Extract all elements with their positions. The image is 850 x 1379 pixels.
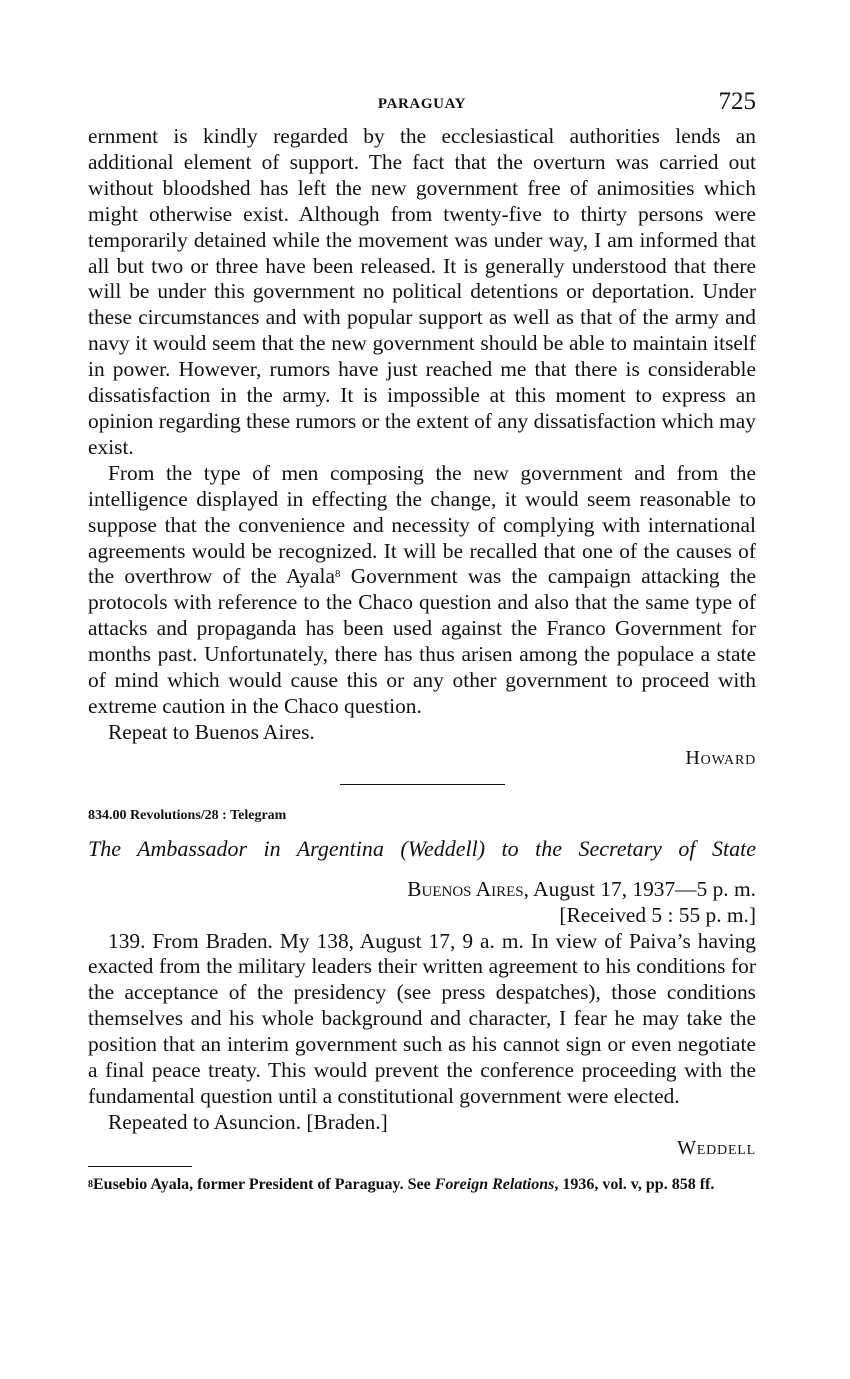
paragraph-repeat: Repeat to Buenos Aires.: [108, 719, 315, 744]
running-head: [88, 88, 756, 124]
signature-howard: Howard: [685, 746, 756, 769]
paragraph-text-after-note: Government was the campaign attacking the protocols with reference to the Chaco question and also that the same type of attacks and propaganda has been used against the Franco Government for months past. Unfortunately, there has thus arisen among the populace a state of mind which would cause this or any other government to proceed with extreme caution in the Chaco question.: [88, 564, 756, 718]
page-number: 725: [718, 88, 756, 115]
dateline-place: Buenos Aires,: [407, 876, 529, 901]
paragraph-text-before-note: From the type of men composing the new government and from the intelligence displayed in effecting the change, it would seem reasonable to suppose that the convenience and necessity of complying with international agreements would be recognized. It will be recalled that one of the causes of the overthrow of the Ayala: [88, 460, 756, 589]
paragraph-continuation: ernment is kindly regarded by the ecclesiastical authorities lends an additional element of support. The fact that the overturn was carried out without bloodshed has left the new government free of animosities which might otherwise exist. Although from twenty-five to thirty persons were temporarily detained while the movement was under way, I am informed that all but two or three have been released. It is generally understood that there will be under this government no political detentions or deportation. Under these circumstances and with popular support as well as that of the army and navy it would seem that the new government should be able to maintain itself in power. However, rumors have just reached me that there is considerable dissatisfaction in the army. It is impossible at this moment to express an opinion regarding these rumors or the extent of any dissatisfaction which may exist.: [88, 124, 756, 459]
footnote: [88, 1175, 756, 1194]
dateline: [88, 877, 756, 903]
footnote-reference: 8: [334, 568, 341, 581]
file-reference: 834.00 Revolutions/28 : Telegram: [88, 807, 287, 823]
footnote-mark: 8: [88, 1178, 93, 1190]
footnote-divider: [88, 1166, 192, 1167]
received-time: [Received 5 : 55 p. m.]: [559, 902, 756, 927]
paragraph-telegram-body: 139. From Braden. My 138, August 17, 9 a. m. In view of Paiva’s having exacted from the military leaders their written agreement to his conditions for the acceptance of the presidency (see press despatches), those conditions themselves and his whole background and character, I fear he may take the position that an interim government such as his cannot sign or even negotiate a final peace treaty. This would prevent the conference proceeding with the fundamental question until a constitutional government were elected.: [88, 928, 756, 1108]
running-title: PARAGUAY: [377, 96, 467, 112]
document-page: [88, 88, 756, 1194]
paragraph-repeated: Repeated to Asuncion. [Braden.]: [108, 1109, 388, 1134]
footnote-citation: , 1936, vol. v, pp. 858 ff.: [554, 1175, 715, 1193]
section-divider: [340, 784, 505, 785]
signature-weddell: Weddell: [677, 1136, 756, 1159]
document-heading: The Ambassador in Argentina (Weddell) to the Secretary of State: [88, 835, 756, 861]
dateline-time: August 17, 1937—5 p. m.: [529, 876, 756, 901]
footnote-work-title: Foreign Relations: [434, 1175, 555, 1193]
paragraph-chaco-question: [88, 461, 756, 720]
footnote-text: Eusebio Ayala, former President of Paraguay. See: [93, 1175, 435, 1193]
